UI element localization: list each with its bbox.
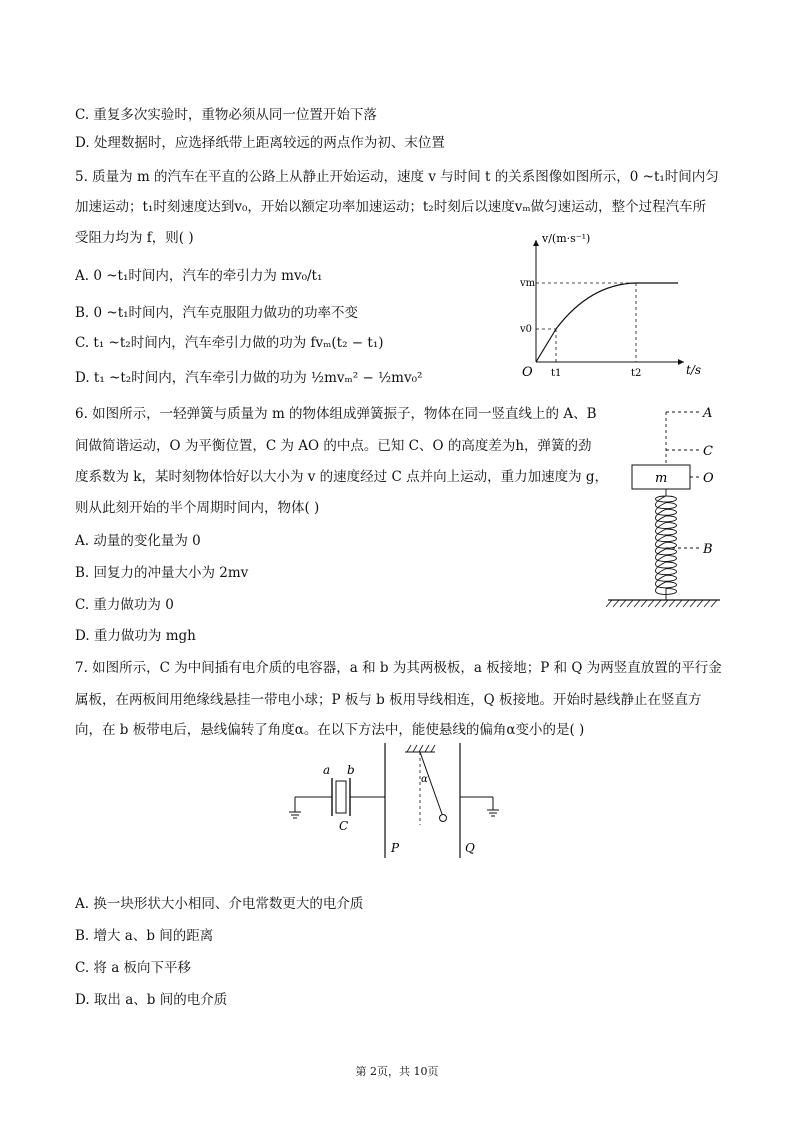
point-a-label: A <box>703 406 713 421</box>
q7-option-b: B. 增大 a、b 间的距离 <box>75 928 214 944</box>
ground-hatch <box>641 600 647 607</box>
mass-label: m <box>655 471 668 486</box>
q5-option-b: B. 0 ~t₁时间内，汽车克服阻力做功的功率不变 <box>75 305 359 321</box>
label-b: b <box>347 763 355 777</box>
ground-hatch <box>690 600 696 607</box>
q7-option-a: A. 换一块形状大小相同、介电常数更大的电介质 <box>75 896 364 912</box>
q5-option-a: A. 0 ~t₁时间内，汽车的牵引力为 mv₀/t₁ <box>75 268 323 284</box>
option-line: C. 重复多次实验时，重物必须从同一位置开始下落 <box>75 107 377 123</box>
point-b-label: B <box>703 542 713 557</box>
q6-stem-line: 则从此刻开始的半个周期时间内，物体( ) <box>75 500 320 516</box>
vm-label: vm <box>520 278 536 289</box>
ground-hatch <box>704 600 710 607</box>
label-q: Q <box>465 841 475 855</box>
ground-hatch <box>697 600 703 607</box>
page-footer: 第 2页，共 10页 <box>355 1065 439 1078</box>
q6-stem-line: 度系数为 k，某时刻物体恰好以大小为 v 的速度经过 C 点并向上运动，重力加速度为 g， <box>75 469 609 485</box>
q6-option-b: B. 回复力的冲量大小为 2mv <box>75 565 249 581</box>
q6-stem-line: 6. 如图所示，一轻弹簧与质量为 m 的物体组成弹簧振子，物体在同一竖直线上的 A、B <box>75 406 597 422</box>
ground-hatch <box>676 600 682 607</box>
v0-label: v0 <box>520 324 533 335</box>
ground-hatch <box>683 600 689 607</box>
t1-label: t1 <box>551 368 562 379</box>
capacitor-diagram <box>285 740 515 865</box>
q7-stem-line: 7. 如图所示，C 为中间插有电介质的电容器，a 和 b 为其两极板，a 板接地；P 和 Q 为两竖直放置的平行金 <box>75 660 722 676</box>
ground-hatch <box>627 600 633 607</box>
q6-stem-line: 间做简谐运动，O 为平衡位置，C 为 AO 的中点。已知 C、O 的高度差为h，弹簧的劲 <box>75 438 592 454</box>
linear-segment <box>536 329 556 362</box>
dielectric <box>336 781 346 813</box>
ground-hatch <box>613 600 619 607</box>
label-c: C <box>339 819 349 833</box>
point-c-label: C <box>703 444 713 459</box>
ground-hatch <box>620 600 626 607</box>
q5-option-c: C. t₁ ~t₂时间内，汽车牵引力做的功为 fvₘ(t₂ − t₁) <box>75 335 384 351</box>
q5-option-d: D. t₁ ~t₂时间内，汽车牵引力做的功为 ½mvₘ² − ½mv₀² <box>75 370 423 386</box>
ground-hatch <box>669 600 675 607</box>
q6-option-c: C. 重力做功为 0 <box>75 597 174 613</box>
vt-graph <box>510 228 710 388</box>
q5-stem-line: 5. 质量为 m 的汽车在平直的公路上从静止开始运动，速度 v 与时间 t 的关系图像如图所示，0 ~t₁时间内匀 <box>75 169 719 185</box>
q6-option-a: A. 动量的变化量为 0 <box>75 533 201 549</box>
q6-option-d: D. 重力做功为 mgh <box>75 628 196 644</box>
charged-ball <box>440 815 447 822</box>
option-line: D. 处理数据时，应选择纸带上距离较远的两点作为初、末位置 <box>75 135 445 151</box>
spring-coil <box>656 489 677 600</box>
ground-hatch <box>606 600 612 607</box>
point-o-label: O <box>703 471 714 486</box>
ground-hatch <box>648 600 654 607</box>
q5-stem-line: 受阻力均为 f，则( ) <box>75 230 194 246</box>
x-axis-label: t/s <box>686 363 702 377</box>
t2-label: t2 <box>631 368 642 379</box>
q7-stem-line: 向，在 b 板带电后，悬线偏转了角度α。在以下方法中，能使悬线的偏角α变小的是( ) <box>75 722 585 738</box>
label-a: a <box>323 763 331 777</box>
spring-diagram <box>600 400 730 610</box>
q5-stem-line: 加速运动；t₁时刻速度达到v₀，开始以额定功率加速运动；t₂时刻后以速度vₘ做匀速运动，整个过程汽车所 <box>75 199 707 215</box>
y-axis-label: v/(m·s⁻¹) <box>542 232 591 245</box>
label-alpha: α <box>421 774 428 785</box>
curve-segment <box>556 283 636 329</box>
q7-option-d: D. 取出 a、b 间的电介质 <box>75 992 228 1008</box>
ground-hatch <box>711 600 717 607</box>
ground-hatch <box>662 600 668 607</box>
label-p: P <box>391 841 400 855</box>
q7-option-c: C. 将 a 板向下平移 <box>75 960 192 976</box>
ground-hatch <box>655 600 661 607</box>
q7-stem-line: 属板，在两板间用绝缘线悬挂一带电小球；P 板与 b 板用导线相连，Q 板接地。开始时悬线静止在竖直方 <box>75 692 702 708</box>
ground-hatch <box>634 600 640 607</box>
origin-label: O <box>522 365 533 380</box>
